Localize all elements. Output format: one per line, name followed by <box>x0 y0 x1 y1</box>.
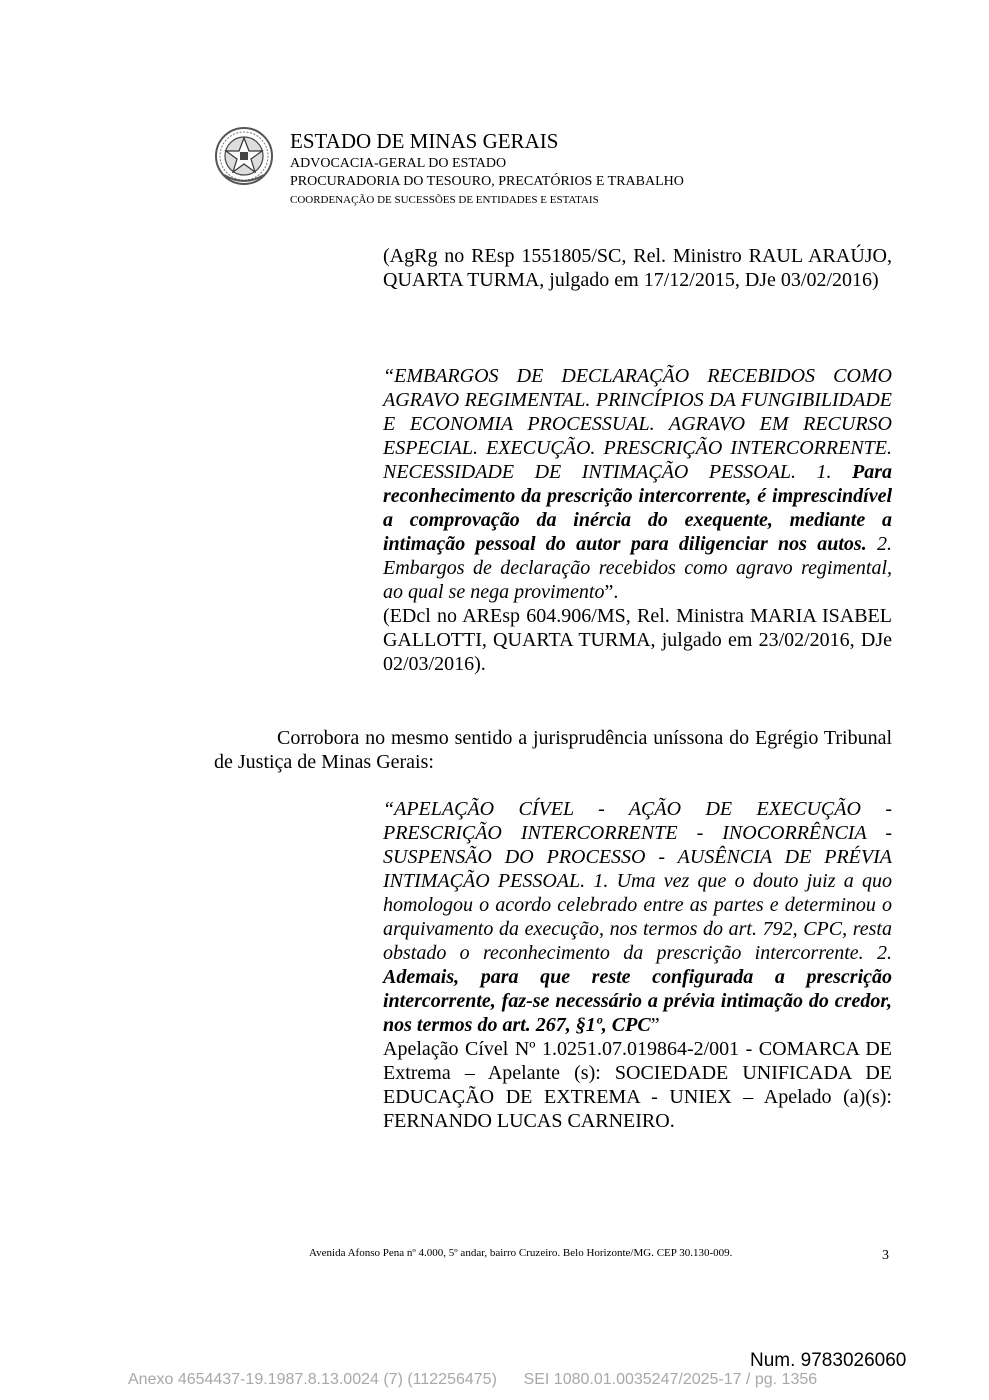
header-coordination: COORDENAÇÃO DE SUCESSÕES DE ENTIDADES E ESTATAIS <box>290 194 599 206</box>
footer-address: Avenida Afonso Pena nº 4.000, 5º andar, bairro Cruzeiro. Belo Horizonte/MG. CEP 30.130-009. <box>309 1247 733 1259</box>
body-paragraph-text: Corrobora no mesmo sentido a jurisprudência uníssona do Egrégio Tribunal de Justiça de Minas Gerais: <box>214 727 892 773</box>
quote-embargos <box>383 364 892 676</box>
quote-embargos-rest: 2. Embargos de declaração recebidos como agravo regimental, ao qual se nega provimento <box>383 533 893 603</box>
quote-apelacao-intro: “APELAÇÃO CÍVEL - AÇÃO DE EXECUÇÃO - PRESCRIÇÃO INTERCORRENTE - INOCORRÊNCIA - SUSPENSÃO DO PROCESSO - AUSÊNCIA DE PRÉVIA INTIMAÇÃO PESSOAL. 1. Uma vez que o douto juiz a quo homologou o acordo celebrado entre as partes e determinou o arquivamento da execução, nos termos do art. 792, CPC, resta obstado o reconhecimento da prescrição intercorrente. 2. <box>383 798 892 964</box>
annex-stamp: Anexo 4654437-19.1987.8.13.0024 (7) (112256475) SEI 1080.01.0035247/2025-17 / pg. 1356 <box>128 1371 818 1388</box>
quote-embargos-intro: “EMBARGOS DE DECLARAÇÃO RECEBIDOS COMO AGRAVO REGIMENTAL. PRINCÍPIOS DA FUNGIBILIDADE E ECONOMIA PROCESSUAL. AGRAVO EM RECURSO ESPECIAL. EXECUÇÃO. PRESCRIÇÃO INTERCORRENTE. NECESSIDADE DE INTIMAÇÃO PESSOAL. 1. <box>383 365 892 483</box>
header-department: PROCURADORIA DO TESOURO, PRECATÓRIOS E TRABALHO <box>290 174 684 189</box>
quote-apelacao-close: ” <box>650 1014 660 1036</box>
quote-embargos-close: ”. <box>604 581 619 603</box>
quote-apelacao-bold: Ademais, para que reste configurada a prescrição intercorrente, faz-se necessário a prévia intimação do credor, nos termos do art. 267, §1º, CPC <box>383 966 892 1036</box>
header-state: ESTADO DE MINAS GERAIS <box>290 129 559 153</box>
quote-apelacao-citation: Apelação Cível Nº 1.0251.07.019864-2/001 - COMARCA DE Extrema – Apelante (s): SOCIEDADE UNIFICADA DE EDUCAÇÃO DE EXTREMA - UNIEX – Apelado (a)(s): FERNANDO LUCAS CARNEIRO. <box>383 1038 892 1132</box>
minas-gerais-coat-of-arms-icon <box>214 125 274 187</box>
quote-embargos-citation: (EDcl no AREsp 604.906/MS, Rel. Ministra MARIA ISABEL GALLOTTI, QUARTA TURMA, julgado em 23/02/2016, DJe 02/03/2016). <box>383 605 892 675</box>
citation-agrg-text: (AgRg no REsp 1551805/SC, Rel. Ministro RAUL ARAÚJO, QUARTA TURMA, julgado em 17/12/2015, DJe 03/02/2016) <box>383 245 892 291</box>
quote-embargos-bold: Para reconhecimento da prescrição intercorrente, é imprescindível a comprovação da inércia do exequente, mediante a intimação pessoal do autor para diligenciar nos autos. <box>383 461 893 555</box>
header-agency: ADVOCACIA-GERAL DO ESTADO <box>290 156 507 171</box>
body-paragraph <box>214 726 892 774</box>
quote-apelacao <box>383 797 892 1133</box>
document-number-stamp: Num. 9783026060 <box>750 1350 907 1371</box>
page-number: 3 <box>882 1248 889 1263</box>
citation-agrg <box>383 244 892 292</box>
